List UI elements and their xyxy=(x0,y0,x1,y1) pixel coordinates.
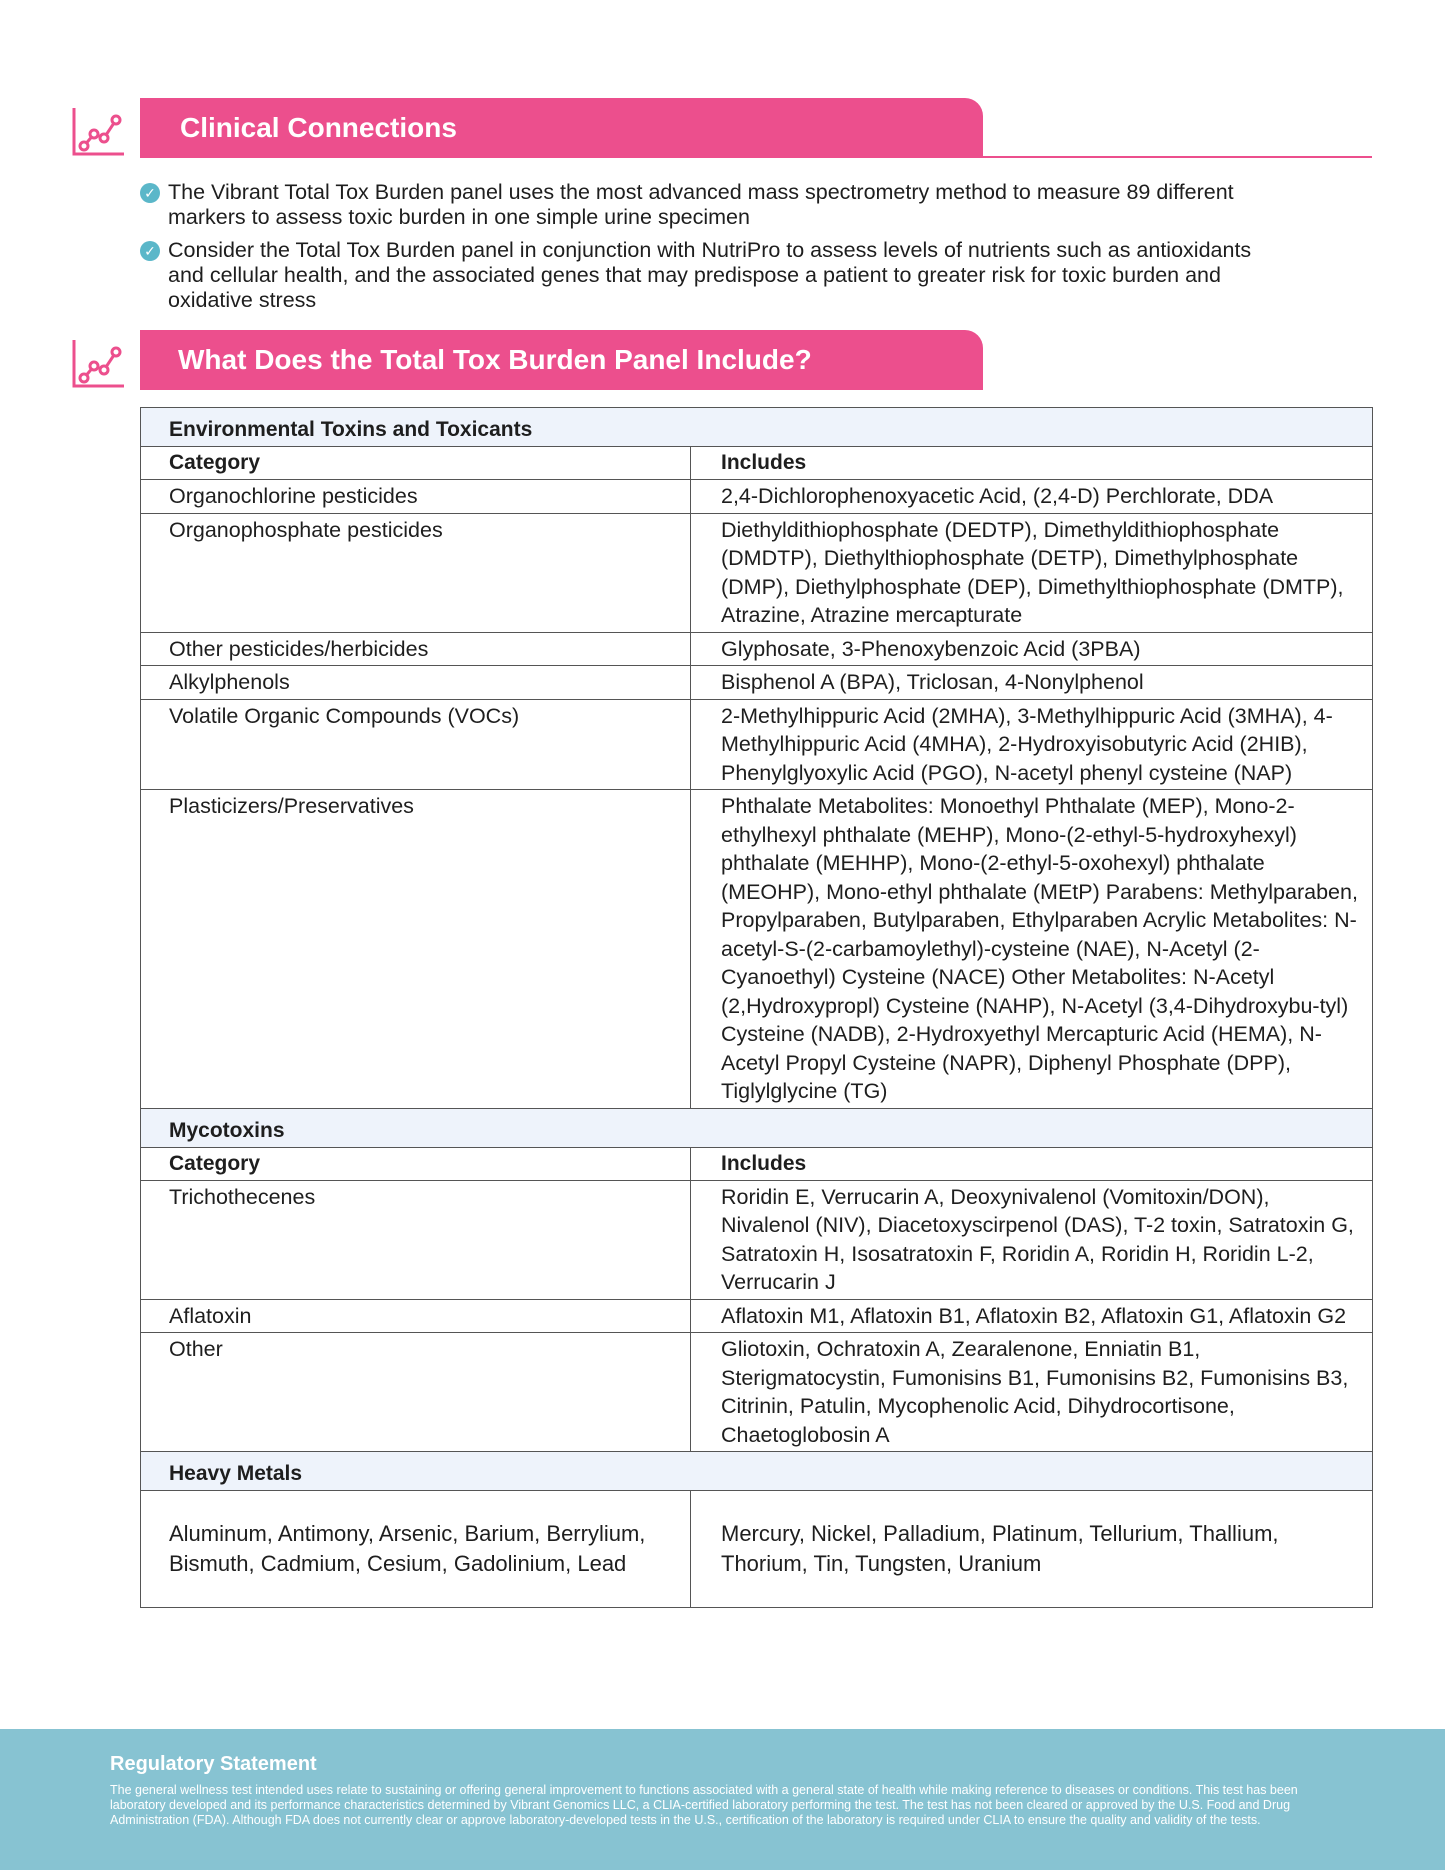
table-row xyxy=(141,666,1373,700)
includes-cell: 2,4-Dichlorophenoxyacetic Acid, (2,4-D) Perchlorate, DDA xyxy=(691,480,1373,514)
column-header-category: Category xyxy=(141,1147,691,1180)
table-header-row xyxy=(141,1147,1373,1180)
bullet-text: The Vibrant Total Tox Burden panel uses the most advanced mass spectrometry method to measure 89 different markers to assess toxic burden in one simple urine specimen xyxy=(168,180,1234,229)
group-row xyxy=(141,408,1373,447)
section-divider xyxy=(140,156,1372,158)
clinical-connections-header xyxy=(0,98,1445,168)
panel-header xyxy=(0,330,1445,400)
table-row xyxy=(141,632,1373,666)
group-title: Heavy Metals xyxy=(141,1452,1373,1491)
category-cell: Trichothecenes xyxy=(141,1180,691,1299)
category-cell: Aflatoxin xyxy=(141,1299,691,1333)
category-cell: Organochlorine pesticides xyxy=(141,480,691,514)
group-row xyxy=(141,1108,1373,1147)
regulatory-statement xyxy=(0,1729,1445,1870)
includes-cell: Phthalate Metabolites: Monoethyl Phthalate (MEP), Mono-2-ethylhexyl phthalate (MEHP), Mono-(2-ethyl-5-hydroxyhexyl) phthalate (MEHHP), Mono-(2-ethyl-5-oxohexyl) phthalate (MEOHP), Mono-ethyl phthalate (MEtP) Parabens: Methylparaben, Propylparaben, Butylparaben, Ethylparaben Acrylic Metabolites: N-acetyl-S-(2-carbamoylethyl)-cysteine (NAE), N-Acetyl (2-Cyanoethyl) Cysteine (NACE) Other Metabolites: N-Acetyl (2,Hydroxypropl) Cysteine (NAHP), N-Acetyl (3,4-Dihydroxybu-tyl) Cysteine (NADB), 2-Hydroxyethyl Mercapturic Acid (HEMA), N-Acetyl Propyl Cysteine (NAPR), Diphenyl Phosphate (DPP), Tiglylglycine (TG) xyxy=(691,790,1373,1109)
section-title: What Does the Total Tox Burden Panel Include? xyxy=(140,330,983,390)
group-row xyxy=(141,1452,1373,1491)
table-row xyxy=(141,790,1373,1109)
category-cell: Other xyxy=(141,1333,691,1452)
table-row xyxy=(141,1333,1373,1452)
check-circle-icon: ✓ xyxy=(140,241,160,261)
table-row xyxy=(141,480,1373,514)
chart-growth-icon xyxy=(70,104,126,160)
metals-left-cell: Aluminum, Antimony, Arsenic, Barium, Berrylium, Bismuth, Cadmium, Cesium, Gadolinium, Lead xyxy=(141,1491,691,1608)
includes-cell: 2-Methylhippuric Acid (2MHA), 3-Methylhippuric Acid (3MHA), 4-Methylhippuric Acid (4MHA), 2-Hydroxyisobutyric Acid (2HIB), Phenylglyoxylic Acid (PGO), N-acetyl phenyl cysteine (NAP) xyxy=(691,699,1373,790)
group-title: Mycotoxins xyxy=(141,1108,1373,1147)
category-cell: Plasticizers/Preservatives xyxy=(141,790,691,1109)
column-header-category: Category xyxy=(141,447,691,480)
section-title: Clinical Connections xyxy=(140,98,983,158)
table-row xyxy=(141,1299,1373,1333)
includes-cell: Roridin E, Verrucarin A, Deoxynivalenol (Vomitoxin/DON), Nivalenol (NIV), Diacetoxyscirpenol (DAS), T-2 toxin, Satratoxin G, Satratoxin H, Isosatratoxin F, Roridin A, Roridin H, Roridin L-2, Verrucarin J xyxy=(691,1180,1373,1299)
column-header-includes: Includes xyxy=(691,447,1373,480)
tox-panel-table xyxy=(140,407,1373,1608)
includes-cell: Gliotoxin, Ochratoxin A, Zearalenone, Enniatin B1, Sterigmatocystin, Fumonisins B1, Fumonisins B2, Fumonisins B3, Citrinin, Patulin, Mycophenolic Acid, Dihydrocortisone, Chaetoglobosin A xyxy=(691,1333,1373,1452)
category-cell: Organophosphate pesticides xyxy=(141,513,691,632)
clinical-bullets xyxy=(140,180,1270,321)
regulatory-title: Regulatory Statement xyxy=(110,1753,317,1775)
includes-cell: Bisphenol A (BPA), Triclosan, 4-Nonylphenol xyxy=(691,666,1373,700)
regulatory-text: The general wellness test intended uses relate to sustaining or offering general improvement to functions associated with a general state of health while making reference to diseases or conditions. This test has been laboratory developed and its performance characteristics determined by Vibrant Genomics LLC, a CLIA-certified laboratory performing the test. The test has not been cleared or approved by the U.S. Food and Drug Administration (FDA). Although FDA does not currently clear or approve laboratory-developed tests in the U.S., certification of the laboratory is required under CLIA to ensure the quality and validity of the tests. xyxy=(110,1783,1298,1827)
group-title: Environmental Toxins and Toxicants xyxy=(141,408,1373,447)
column-header-includes: Includes xyxy=(691,1147,1373,1180)
list-item xyxy=(140,238,1270,313)
table-row xyxy=(141,513,1373,632)
table-row xyxy=(141,699,1373,790)
table-row xyxy=(141,1180,1373,1299)
category-cell: Volatile Organic Compounds (VOCs) xyxy=(141,699,691,790)
category-cell: Other pesticides/herbicides xyxy=(141,632,691,666)
metals-right-cell: Mercury, Nickel, Palladium, Platinum, Tellurium, Thallium, Thorium, Tin, Tungsten, Uranium xyxy=(691,1491,1373,1608)
includes-cell: Diethyldithiophosphate (DEDTP), Dimethyldithiophosphate (DMDTP), Diethylthiophosphate (DETP), Dimethylphosphate (DMP), Diethylphosphate (DEP), Dimethylthiophosphate (DMTP), Atrazine, Atrazine mercapturate xyxy=(691,513,1373,632)
bullet-text: Consider the Total Tox Burden panel in conjunction with NutriPro to assess levels of nutrients such as antioxidants and cellular health, and the associated genes that may predispose a patient to greater risk for toxic burden and oxidative stress xyxy=(168,238,1252,312)
list-item xyxy=(140,180,1270,230)
table-header-row xyxy=(141,447,1373,480)
check-circle-icon: ✓ xyxy=(140,183,160,203)
includes-cell: Glyphosate, 3-Phenoxybenzoic Acid (3PBA) xyxy=(691,632,1373,666)
category-cell: Alkylphenols xyxy=(141,666,691,700)
includes-cell: Aflatoxin M1, Aflatoxin B1, Aflatoxin B2, Aflatoxin G1, Aflatoxin G2 xyxy=(691,1299,1373,1333)
chart-growth-icon xyxy=(70,336,126,392)
table-row xyxy=(141,1491,1373,1608)
